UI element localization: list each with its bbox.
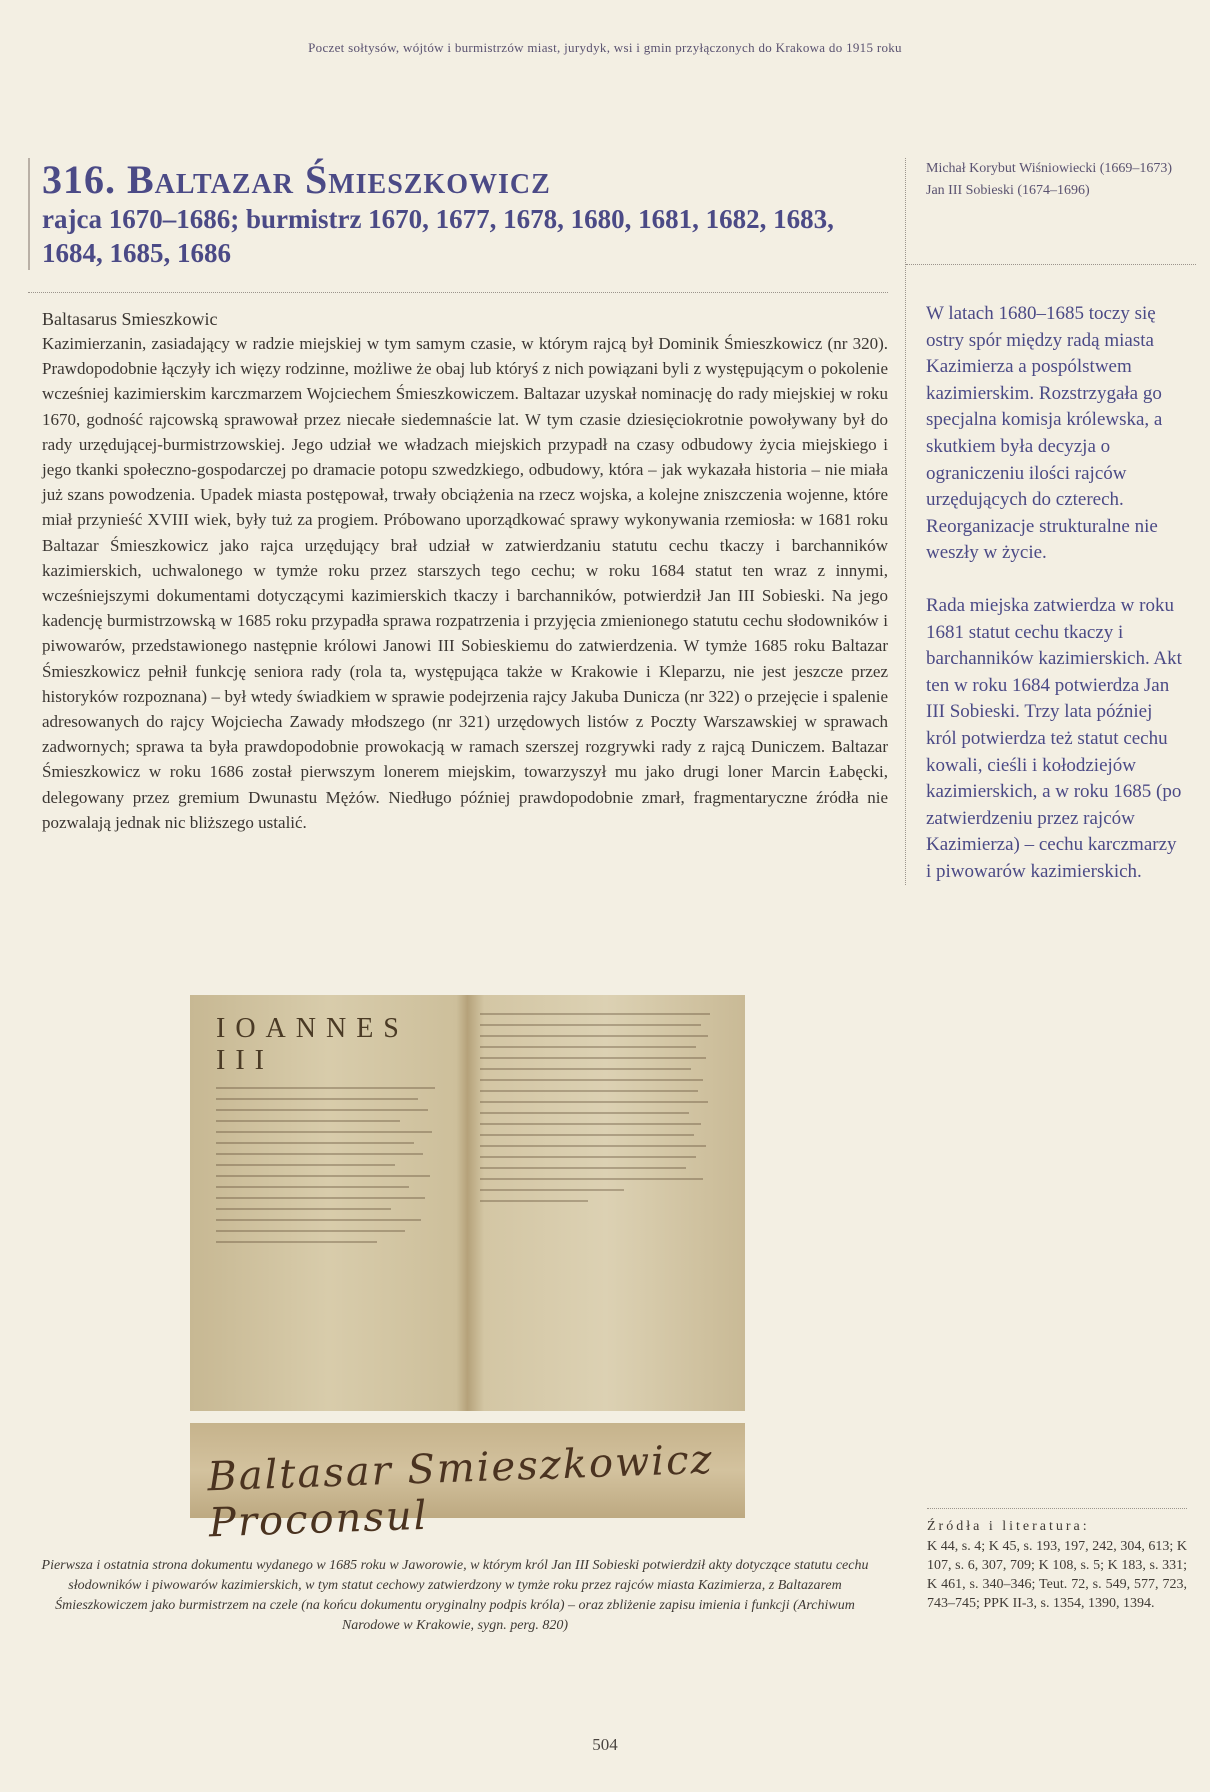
sidebar <box>905 158 1185 885</box>
handwritten-signature: Baltasar Smieszkowicz Proconsul <box>206 1436 715 1547</box>
sources-title: Źródła i literatura: <box>927 1519 1090 1534</box>
document-photo <box>190 995 745 1411</box>
running-header: Poczet sołtysów, wójtów i burmistrzów miast, jurydyk, wsi i gmin przyłączonych do Krakowa do 1915 roku <box>308 40 902 55</box>
entry-body: Kazimierzanin, zasiadający w radzie miejskiej w tym samym czasie, w którym rajcą był Dominik Śmieszkowicz (nr 320). Prawdopodobnie łączyły ich więzy rodzinne, możliwe że obaj lub któryś z nich powiązani byli z występującym o pokolenie wcześniej kazimierskim karczmarzem Wojciechem Śmieszkowiczem. Baltazar uzyskał nominację do rady miejskiej w roku 1670, godność rajcowską sprawował przez niecałe siedemnaście lat. W tym czasie dziesięciokrotnie powoływany był do rady urzędującej-burmistrzowskiej. Jego udział we władzach miejskich przypadł na czasy odbudowy życia miejskiego i jego tkanki społeczno-gospodarczej po dramacie potopu szwedzkiego, odbudowy, która – jak wykazała historia – nie miała już szans powodzenia. Upadek miasta postępował, trwały obciążenia na rzecz wojska, a kolejne zniszczenia wojenne, które miał przynieść XVIII wiek, były tuż za progiem. Próbowano uporządkować sprawy wykonywania rzemiosła: w 1681 roku Baltazar Śmieszkowicz jako rajca urzędujący brał udział w zatwierdzaniu statutu cechu tkaczy i barchanników kazimierskich, uchwalonego w tymże roku przez starszych tego cechu; w roku 1684 statut ten wraz z innymi, wcześniejszymi dokumentami dotyczącymi kazimierskich tkaczy i barchanników, potwierdził Jan III Sobieski. Na jego kadencję burmistrzowską w 1685 roku przypadła sprawa rozpatrzenia i przyjęcia zmienionego statutu cechu słodowników i piwowarów, przedstawionego następnie królowi Janowi III Sobieskiemu do zatwierdzenia. W tymże 1685 roku Baltazar Śmieszkowicz pełnił funkcję seniora rady (rola ta, występująca także w Krakowie i Kleparzu, nie jest jeszcze przez historyków rozpoznana) – był wtedy świadkiem w sprawie podejrzenia rajcy Jakuba Dunicza (nr 322) o przejęcie i spalenie adresowanych do rajcy Wojciecha Zawady młodszego (nr 321) urzędowych listów z Poczty Warszawskiej w sprawach zadwornych; sprawa ta była prawdopodobnie prowokacją w ramach szerszej rozgrywki rady z rajcą Duniczem. Baltazar Śmieszkowicz w roku 1686 został pierwszym lonerem miejskim, towarzyszył mu jako drugi loner Marcin Łabęcki, delegowany przez gremium Dwunastu Mężów. Niedługo później prawdopodobnie zmarł, fragmentaryczne źródła nie pozwalają jednak nic bliższego ustalić. <box>42 334 888 832</box>
sources-text: K 44, s. 4; K 45, s. 193, 197, 242, 304, 613; K 107, s. 6, 307, 709; K 108, s. 5; K 183, s. 331; K 461, s. 340–346; Teut. 72, s. 549, 577, 723, 743–745; PPK II-3, s. 1354, 1390, 1394. <box>927 1539 1187 1611</box>
sidebar-note: Rada miejska zatwierdza w roku 1681 statut cechu tkaczy i barchanników kazimierskich. Akt ten w roku 1684 potwierdza Jan III Sobieski. Trzy lata później król potwierdza też statut cechu kowali, cieśli i kołodziejów kazimierskich, a w roku 1685 (po zatwierdzeniu przez rajców Kazimierza) – cechu karczmarzy i piwowarów kazimierskich. <box>926 594 1182 882</box>
latin-name: Baltasarus Smieszkowic <box>42 309 218 329</box>
entry-subtitle: rajca 1670–1686; burmistrz 1670, 1677, 1678, 1680, 1681, 1682, 1683, 1684, 1685, 1686 <box>42 204 834 268</box>
sources-box <box>927 1508 1187 1613</box>
entry-title-block <box>28 158 888 270</box>
document-figure <box>190 995 745 1547</box>
document-last-page <box>480 1013 720 1211</box>
entry-title: 316. Baltazar Śmieszkowicz <box>42 157 551 202</box>
main-column <box>28 158 888 835</box>
document-heading: IOANNES III <box>216 1013 409 1076</box>
document-first-page <box>216 1013 446 1252</box>
title-divider <box>28 292 888 293</box>
page-number: 504 <box>592 1735 618 1754</box>
ruler-entry: Jan III Sobieski (1674–1696) <box>926 183 1090 198</box>
signature-closeup <box>190 1423 745 1547</box>
figure-caption: Pierwsza i ostatnia strona dokumentu wydanego w 1685 roku w Jaworowie, w którym król Jan III Sobieski potwierdził akty dotyczące statutu cechu słodowników i piwowarów kazimierskich, w tym statut cechowy zatwierdzony w tymże roku przez rajców miasta Kazimierza, z Baltazarem Śmieszkowiczem jako burmistrzem na czele (na końcu dokumentu oryginalny podpis króla) – oraz zbliżenie zapisu imienia i funkcji (Archiwum Narodowe w Krakowie, sygn. perg. 820) <box>41 1558 869 1633</box>
sidebar-note: W latach 1680–1685 toczy się ostry spór między radą miasta Kazimierza a pospólstwem kazimierskim. Rozstrzygała go specjalna komisja królewska, a skutkiem była decyzja o ograniczeniu ilości rajców urzędujących do czterech. Reorganizacje strukturalne nie weszły w życie. <box>926 303 1163 564</box>
ruler-entry: Michał Korybut Wiśniowiecki (1669–1673) <box>926 161 1173 176</box>
sidebar-divider <box>906 264 1196 265</box>
